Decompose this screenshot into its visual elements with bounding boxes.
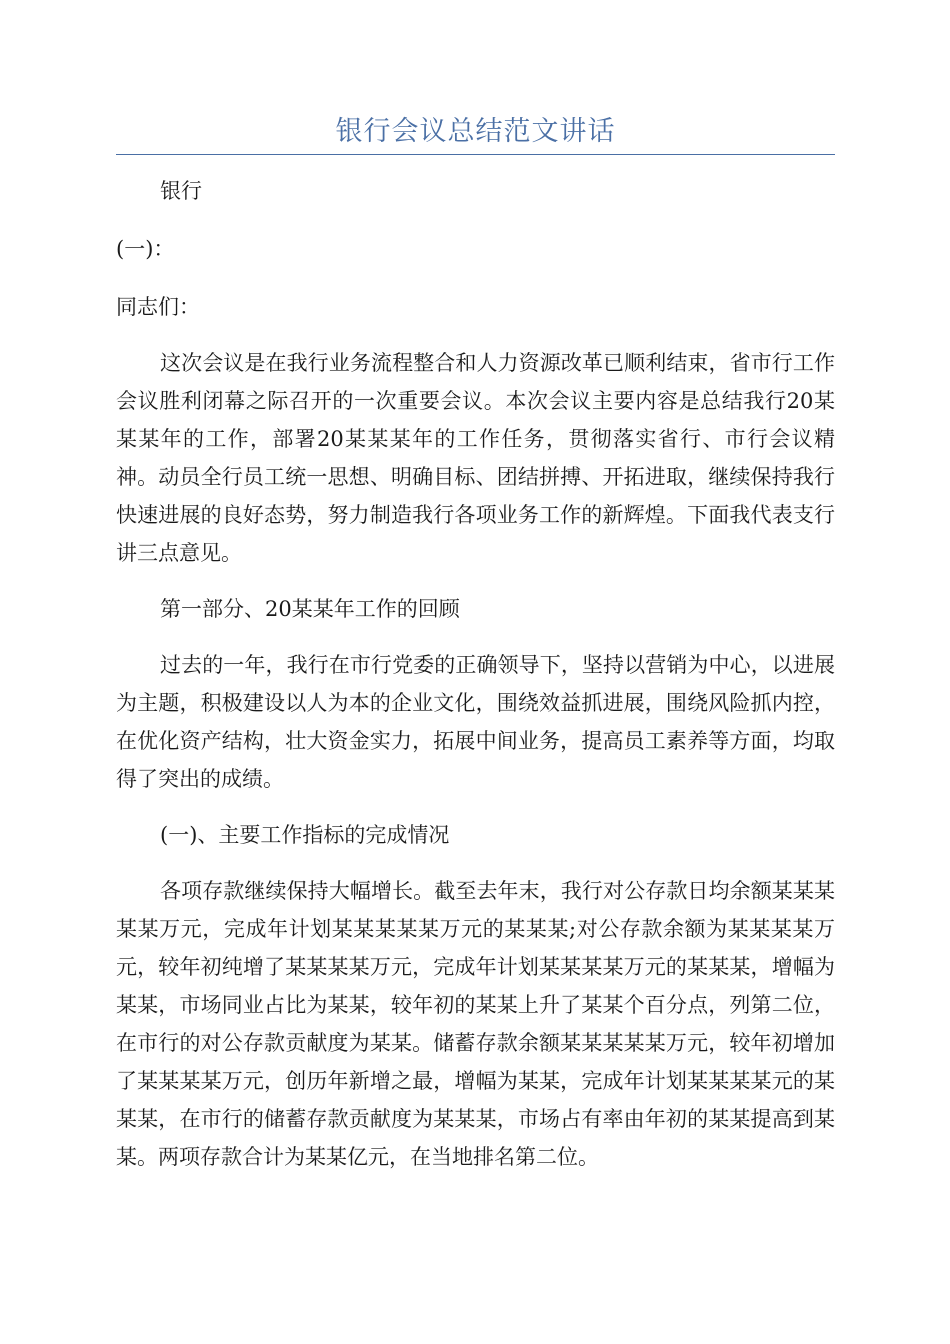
paragraph-review: 过去的一年，我行在市行党委的正确领导下，坚持以营销为中心，以进展为主题，积极建设以人为本的企业文化，围绕效益抓进展，围绕风险抓内控，在优化资产结构，壮大资金实力，拓展中间业务，提高员工素养等方面，均取得了突出的成绩。	[116, 653, 835, 791]
paragraph-intro: 这次会议是在我行业务流程整合和人力资源改革已顺利结束，省市行工作会议胜利闭幕之际召开的一次重要会议。本次会议主要内容是总结我行20某某某年的工作，部署20某某某年的工作任务，贯彻落实省行、市行会议精神。动员全行员工统一思想、明确目标、团结拼搏、开拓进取，继续保持我行快速进展的良好态势，努力制造我行各项业务工作的新辉煌。下面我代表支行讲三点意见。	[116, 351, 835, 565]
paragraph-part-one-heading: 第一部分、20某某年工作的回顾	[160, 597, 460, 621]
paragraph-section-marker: (一)：	[116, 237, 175, 261]
paragraph-bank: 银行	[160, 179, 202, 203]
document-title: 银行会议总结范文讲话	[335, 116, 616, 147]
document-body	[116, 172, 835, 1176]
paragraph-salutation: 同志们：	[116, 295, 200, 319]
paragraph-deposits: 各项存款继续保持大幅增长。截至去年末，我行对公存款日均余额某某某某某万元，完成年计划某某某某某万元的某某某;对公存款余额为某某某某万元，较年初纯增了某某某某万元，完成年计划某某某某万元的某某某，增幅为某某，市场同业占比为某某，较年初的某某上升了某某个百分点，列第二位，在市行的对公存款贡献度为某某。储蓄存款余额某某某某某万元，较年初增加了某某某某万元，创历年新增之最，增幅为某某，完成年计划某某某某元的某某某，在市行的储蓄存款贡献度为某某某，市场占有率由年初的某某提高到某某。两项存款合计为某某亿元，在当地排名第二位。	[116, 879, 835, 1169]
paragraph-subsection-heading: (一)、主要工作指标的完成情况	[160, 823, 450, 847]
title-underline	[116, 154, 835, 155]
